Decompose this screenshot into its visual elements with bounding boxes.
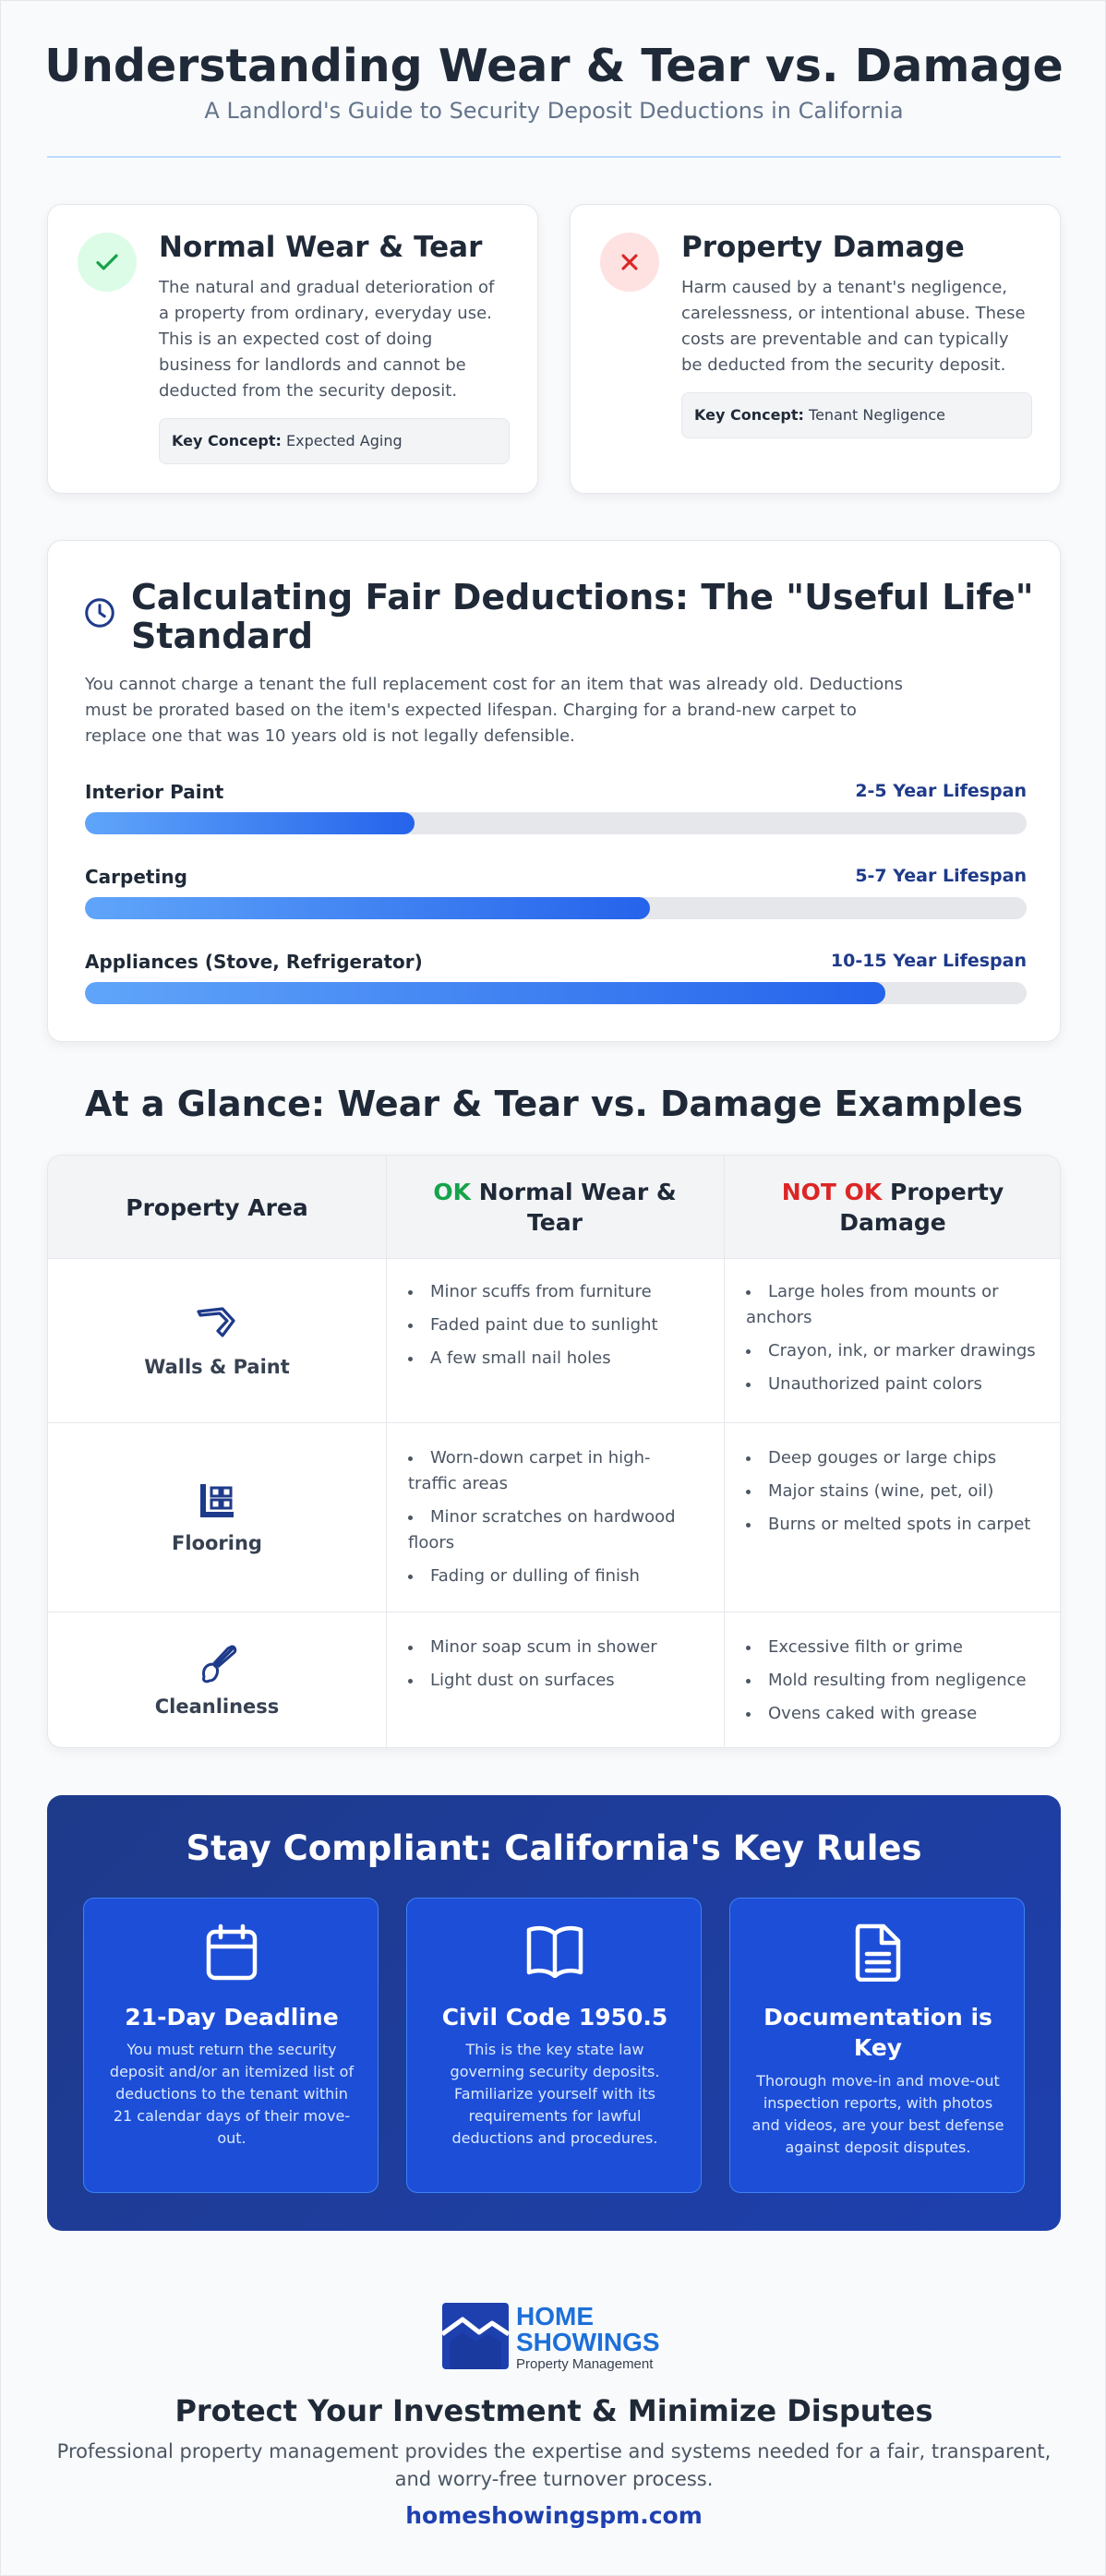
lifespan-value: 10-15 Year Lifespan: [830, 951, 1027, 971]
ok-header-text: Normal Wear & Tear: [478, 1179, 677, 1236]
not-ok-list: [746, 1279, 1041, 1405]
logo-text-tagline: Property Management: [516, 2356, 654, 2372]
list-item: • Mold resulting from negligence: [746, 1668, 1041, 1694]
area-name: Walls & Paint: [144, 1356, 290, 1378]
check-icon: [78, 233, 137, 292]
list-item: • Unauthorized paint colors: [746, 1372, 1041, 1397]
brush-icon: [197, 1644, 237, 1688]
lifespan-label: Appliances (Stove, Refrigerator): [85, 951, 423, 973]
not-ok-list: [746, 1635, 1041, 1734]
rule-card-civil-code: [406, 1898, 702, 2193]
lifespan-bar-track: [85, 897, 1027, 919]
table-row-area: [48, 1644, 386, 1718]
rule-card-documentation: [729, 1898, 1025, 2193]
lifespan-bar-track: [85, 812, 1027, 834]
property-damage-title: Property Damage: [681, 231, 965, 264]
rule-title: Documentation is Key: [763, 2004, 992, 2061]
lifespan-bar-fill: [85, 812, 415, 834]
wear-tear-description: The natural and gradual deterioration of a property from ordinary, everyday use. This is an expected cost of doing business for landlords and cannot be deducted from the security deposit.: [159, 278, 495, 401]
column-divider: [724, 1156, 725, 1748]
key-concept-label: Key Concept:: [694, 406, 804, 424]
rule-text: This is the key state law governing security deposits. Familiarize yourself with its requirements for lawful deductions and procedures.: [450, 2041, 660, 2147]
footer-title: Protect Your Investment & Minimize Disputes: [174, 2393, 933, 2428]
wear-tear-title: Normal Wear & Tear: [159, 231, 483, 264]
column-header-not-ok: [724, 1156, 1061, 1259]
ok-list: [408, 1279, 703, 1379]
calendar-icon: [84, 1923, 379, 1982]
document-icon: [730, 1923, 1026, 1982]
not-ok-list: [746, 1445, 1041, 1545]
lifespan-bar-fill: [85, 897, 650, 919]
list-item: • Faded paint due to sunlight: [408, 1312, 703, 1338]
area-name: Flooring: [172, 1532, 262, 1554]
list-item: • Major stains (wine, pet, oil): [746, 1479, 1041, 1504]
house-logo-icon: [442, 2303, 509, 2369]
useful-life-title: Calculating Fair Deductions: The "Useful Life" Standard: [131, 577, 1034, 656]
lifespan-bar-track: [85, 982, 1027, 1004]
ok-list: [408, 1635, 703, 1701]
grid-tiles-icon: [197, 1480, 237, 1525]
key-concept-value: Expected Aging: [286, 432, 403, 449]
compliance-title: Stay Compliant: California's Key Rules: [186, 1828, 922, 1868]
list-item: • Minor soap scum in shower: [408, 1635, 703, 1660]
rule-title: 21-Day Deadline: [125, 2004, 339, 2031]
clock-icon: [83, 596, 116, 633]
list-item: • Minor scratches on hardwood floors: [408, 1504, 694, 1556]
property-damage-key-concept: [681, 392, 1032, 438]
lifespan-value: 5-7 Year Lifespan: [855, 866, 1027, 886]
logo-text-showings: SHOWINGS: [516, 2328, 660, 2356]
comparison-table: [47, 1155, 1061, 1748]
footer-description: Professional property management provides the expertise and systems needed for a fair, transparent, and worry-free turnover process.: [56, 2440, 1052, 2490]
rule-card-deadline: [83, 1898, 379, 2193]
row-divider: [48, 1422, 1061, 1423]
row-divider: [48, 1611, 1061, 1612]
page-title: Understanding Wear & Tear vs. Damage: [44, 40, 1064, 92]
list-item: • Light dust on surfaces: [408, 1668, 703, 1694]
column-header-area: Property Area: [126, 1193, 308, 1221]
list-item: • A few small nail holes: [408, 1346, 703, 1372]
list-item: • Minor scuffs from furniture: [408, 1279, 703, 1305]
property-damage-card: [570, 204, 1061, 494]
area-name: Cleanliness: [154, 1695, 280, 1718]
not-ok-header-text: Property Damage: [839, 1179, 1004, 1236]
list-item: • Deep gouges or large chips: [746, 1445, 1041, 1471]
rule-text: You must return the security deposit and/or an itemized list of deductions to the tenant within 21 calendar days of their move-out.: [109, 2041, 355, 2147]
list-item: • Worn-down carpet in high-traffic areas: [408, 1445, 694, 1497]
list-item: • Crayon, ink, or marker drawings: [746, 1338, 1041, 1364]
header-divider: [47, 156, 1061, 158]
table-row-area: [48, 1304, 386, 1378]
property-damage-description: Harm caused by a tenant's negligence, carelessness, or intentional abuse. These costs are preventable and can typically be deducted from the security deposit.: [681, 278, 1026, 375]
lifespan-bar-fill: [85, 982, 885, 1004]
list-item: • Fading or dulling of finish: [408, 1564, 694, 1589]
website-link[interactable]: homeshowingspm.com: [405, 2502, 703, 2529]
column-header-ok: [386, 1156, 724, 1259]
lifespan-value: 2-5 Year Lifespan: [855, 781, 1027, 801]
wear-tear-key-concept: [159, 418, 510, 464]
list-item: • Excessive filth or grime: [746, 1635, 1041, 1660]
list-item: • Ovens caked with grease: [746, 1701, 1041, 1727]
lifespan-label: Interior Paint: [85, 781, 224, 803]
company-logo: [442, 2303, 673, 2377]
compliance-section: [47, 1795, 1061, 2231]
lifespan-label: Carpeting: [85, 866, 187, 888]
table-row-area: [48, 1480, 386, 1554]
paint-roller-icon: [195, 1304, 239, 1348]
useful-life-description: You cannot charge a tenant the full replacement cost for an item that was already old. Deductions must be prorated based on the item's expected lifespan. Charging for a brand-new carpet to replace one that was 10 years old is not legally defensible.: [85, 675, 904, 746]
useful-life-card: [47, 540, 1061, 1042]
x-icon: [600, 233, 659, 292]
book-icon: [407, 1923, 703, 1978]
list-item: • Large holes from mounts or anchors: [746, 1279, 1041, 1331]
key-concept-label: Key Concept:: [172, 432, 282, 449]
rule-text: Thorough move-in and move-out inspection reports, with photos and videos, are your best defense against deposit disputes.: [751, 2072, 1004, 2156]
wear-tear-card: [47, 204, 538, 494]
key-concept-value: Tenant Negligence: [809, 406, 946, 424]
glance-title: At a Glance: Wear & Tear vs. Damage Examples: [85, 1084, 1023, 1124]
ok-tag: OK: [433, 1179, 471, 1205]
page-subtitle: A Landlord's Guide to Security Deposit Deductions in California: [204, 98, 904, 124]
column-divider: [386, 1156, 387, 1748]
logo-text-home: HOME: [516, 2302, 594, 2330]
ok-list: [408, 1445, 694, 1597]
rule-title: Civil Code 1950.5: [441, 2004, 668, 2031]
list-item: • Burns or melted spots in carpet: [746, 1512, 1041, 1538]
not-ok-tag: NOT OK: [781, 1179, 883, 1205]
